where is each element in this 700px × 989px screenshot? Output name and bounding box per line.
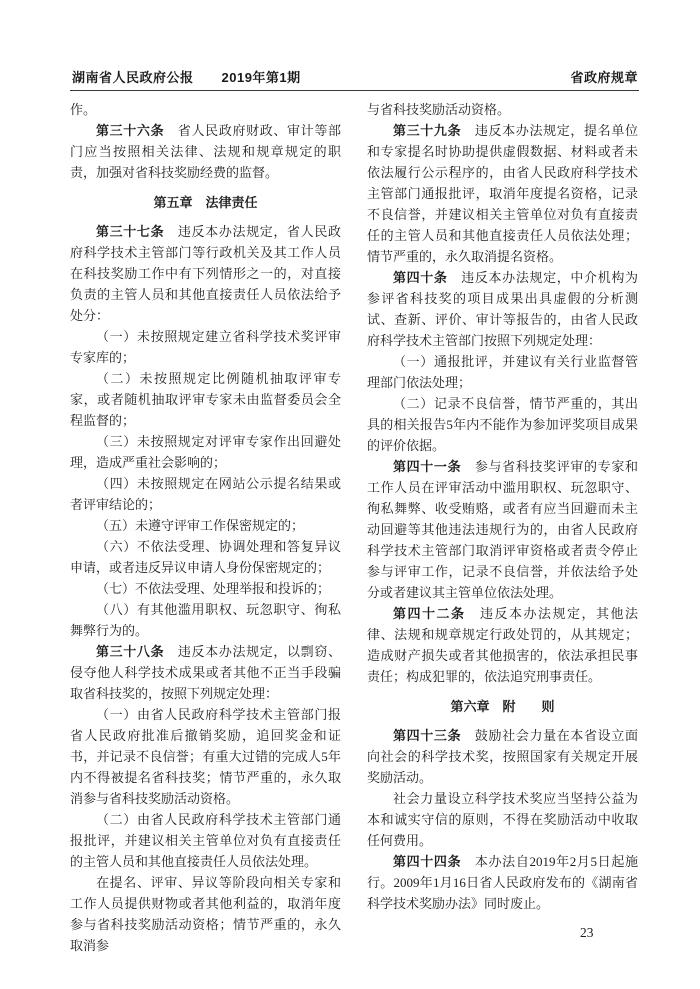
paragraph-text: （六）不依法受理、协调处理和答复异议申请，或者违反异议申请人身份保密规定的； bbox=[70, 539, 341, 575]
list-item bbox=[70, 536, 341, 578]
paragraph-text: 在提名、评审、异议等阶段向相关专家和工作人员提供财物或者其他利益的，取消年度参与省科技奖励活动资格；情节严重的，永久取消参 bbox=[70, 875, 341, 953]
list-item bbox=[70, 515, 341, 536]
paragraph-text: 参与省科技奖评审的专家和工作人员在评审活动中滥用职权、玩忽职守、徇私舞弊、收受贿赂，或者有应当回避而未主动回避等其他违法违规行为的，由省人民政府科学技术主管部门取消评审资格或者责令停止参与评审工作，记录不良信誉，并依法给予处分或者建议其主管单位依法处理。 bbox=[367, 459, 638, 600]
article-number: 第三十六条 bbox=[96, 123, 165, 138]
paragraph-text: （七）不依法受理、处理举报和投诉的； bbox=[96, 581, 331, 596]
paragraph bbox=[367, 851, 638, 914]
gazette-title: 湖南省人民政府公报 bbox=[72, 70, 194, 85]
list-item bbox=[70, 368, 341, 431]
paragraph-text: （一）通报批评，并建议有关行业监督管理部门依法处理； bbox=[367, 354, 638, 390]
article-number: 第三十九条 bbox=[393, 123, 462, 138]
paragraph-text: 违反本办法规定，其他法律、法规和规章规定行政处罚的，从其规定；造成财产损失或者其他损害的，依法承担民事责任；构成犯罪的，依法追究刑事责任。 bbox=[367, 606, 638, 684]
right-column bbox=[367, 99, 638, 956]
paragraph-text: 违反本办法规定，以剽窃、侵夺他人科学技术成果或者其他不正当手段骗取省科技奖的，按照下列规定处理： bbox=[70, 644, 341, 701]
paragraph bbox=[367, 603, 638, 687]
paragraph-text: 作。 bbox=[70, 102, 97, 117]
chapter-heading: 第六章 附 则 bbox=[450, 699, 555, 714]
list-item bbox=[70, 326, 341, 368]
paragraph bbox=[367, 725, 638, 788]
paragraph-text: （二）记录不良信誉，情节严重的，其出具的相关报告5年内不能作为参加评奖项目成果的评价依据。 bbox=[367, 396, 638, 453]
paragraph bbox=[367, 788, 638, 851]
paragraph-text: 违反本办法规定，中介机构为参评省科技奖的项目成果出具虚假的分析测试、查新、评价、审计等报告的，由省人民政府科学技术主管部门按照下列规定处理： bbox=[367, 270, 638, 348]
article-number: 第三十八条 bbox=[96, 644, 165, 659]
paragraph-text: 鼓励社会力量在本省设立面向社会的科学技术奖，按照国家有关规定开展奖励活动。 bbox=[367, 728, 638, 785]
section-label: 省政府规章 bbox=[570, 70, 638, 85]
article-number: 第四十条 bbox=[393, 270, 448, 285]
list-item bbox=[70, 473, 341, 515]
left-column bbox=[70, 99, 341, 956]
paragraph-text: 违反本办法规定，省人民政府科学技术主管部门等行政机关及其工作人员在科技奖励工作中有下列情形之一的，对直接负责的主管人员和其他直接责任人员依法给予处分： bbox=[70, 224, 341, 323]
article-number: 第三十七条 bbox=[96, 224, 165, 239]
paragraph-text: 违反本办法规定，提名单位和专家提名时协助提供虚假数据、材料或者未依法履行公示程序的，由省人民政府科学技术主管部门通报批评，取消年度提名资格，记录不良信誉，并建议相关主管单位对负有直接责任的主管人员和其他直接责任人员依法处理；情节严重的，永久取消提名资格。 bbox=[367, 123, 638, 264]
paragraph-text: （二）由省人民政府科学技术主管部门通报批评，并建议相关主管单位对负有直接责任的主管人员和其他直接责任人员依法处理。 bbox=[70, 812, 341, 869]
paragraph bbox=[70, 872, 341, 956]
list-item bbox=[367, 351, 638, 393]
paragraph-text: 社会力量设立科学技术奖应当坚持公益为本和诚实守信的原则，不得在奖励活动中收取任何费用。 bbox=[367, 791, 638, 848]
paragraph bbox=[70, 641, 341, 704]
list-item bbox=[70, 809, 341, 872]
paragraph-text: （八）有其他滥用职权、玩忽职守、徇私舞弊行为的。 bbox=[70, 602, 341, 638]
article-number: 第四十三条 bbox=[393, 728, 462, 743]
article-number: 第四十二条 bbox=[393, 606, 466, 621]
paragraph-text: （五）未遵守评审工作保密规定的； bbox=[96, 518, 305, 533]
page-body bbox=[70, 99, 638, 956]
list-item bbox=[70, 578, 341, 599]
paragraph-text: （一）由省人民政府科学技术主管部门报省人民政府批准后撤销奖励，追回奖金和证书，并记录不良信誉；有重大过错的完成人5年内不得被提名省科技奖；情节严重的，永久取消参与省科技奖励活动资格。 bbox=[70, 707, 341, 806]
paragraph bbox=[70, 221, 341, 326]
paragraph bbox=[367, 120, 638, 267]
list-item bbox=[70, 431, 341, 473]
paragraph-text: （一）未按照规定建立省科学技术奖评审专家库的； bbox=[70, 329, 341, 365]
paragraph bbox=[367, 99, 638, 120]
paragraph bbox=[367, 267, 638, 351]
paragraph-text: 与省科技奖励活动资格。 bbox=[367, 102, 511, 117]
paragraph bbox=[367, 456, 638, 603]
chapter-heading: 第五章 法律责任 bbox=[153, 195, 258, 210]
paragraph bbox=[70, 120, 341, 183]
paragraph-text: （三）未按照规定对评审专家作出回避处理，造成严重社会影响的； bbox=[70, 434, 341, 470]
paragraph-text: 省人民政府财政、审计等部门应当按照相关法律、法规和规章规定的职责，加强对省科技奖励经费的监督。 bbox=[70, 123, 341, 180]
paragraph bbox=[70, 99, 341, 120]
list-item bbox=[70, 704, 341, 809]
list-item bbox=[70, 599, 341, 641]
page-header bbox=[72, 67, 638, 86]
page-number: 23 bbox=[580, 925, 594, 940]
list-item bbox=[367, 393, 638, 456]
article-number: 第四十一条 bbox=[393, 459, 462, 474]
paragraph-text: （二）未按照规定比例随机抽取评审专家，或者随机抽取评审专家未由监督委员会全程监督的； bbox=[70, 371, 341, 428]
article-number: 第四十四条 bbox=[393, 854, 462, 869]
issue-label: 2019年第1期 bbox=[221, 70, 301, 85]
header-divider bbox=[70, 90, 639, 91]
paragraph-text: 本办法自2019年2月5日起施行。2009年1月16日省人民政府发布的《湖南省科学技术奖励办法》同时废止。 bbox=[367, 854, 638, 911]
paragraph-text: （四）未按照规定在网站公示提名结果或者评审结论的； bbox=[70, 476, 341, 512]
